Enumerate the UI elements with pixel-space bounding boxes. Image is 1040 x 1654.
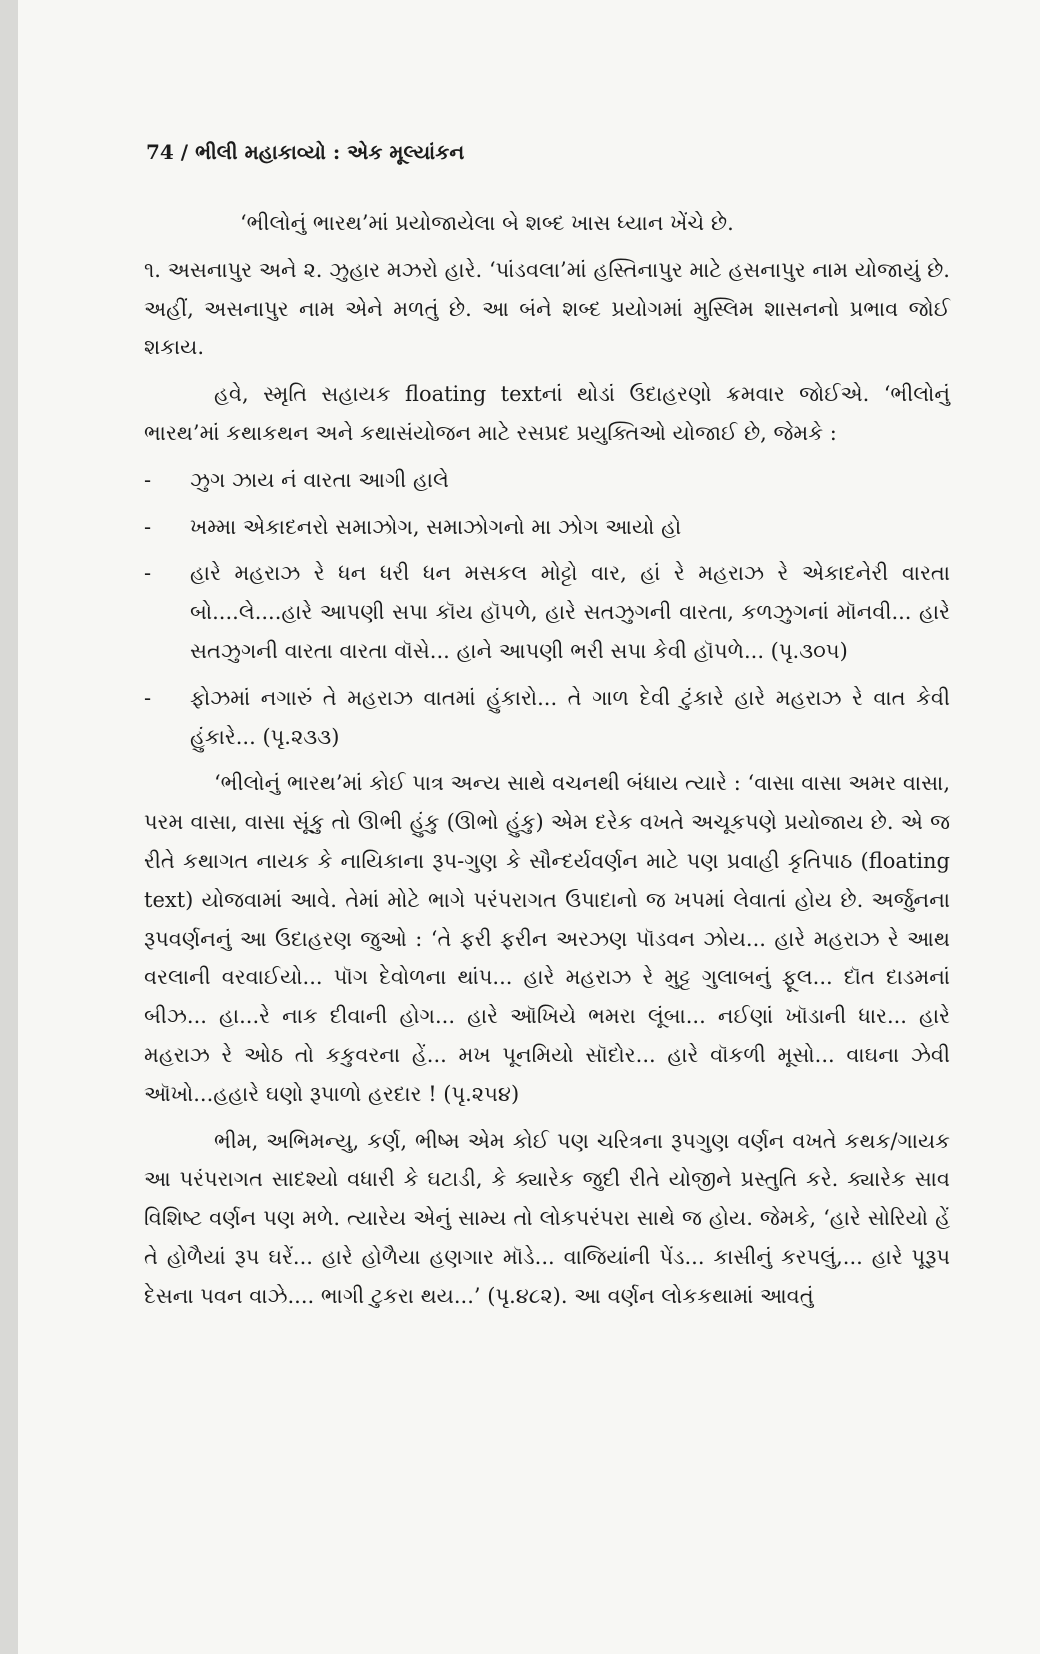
page-body	[144, 204, 950, 1324]
bullet-dash: -	[144, 561, 152, 586]
paragraph-floating-text: હવે, સ્મૃતિ સહાયક floating textનાં થોડાં ઉદાહરણો ક્રમવાર જોઈએ. ‘ભીલોનું ભારથ’માં કથાકથન અને કથાસંયોજન માટે રસપ્રદ પ્રયુક્તિઓ યોજાઈ છે, જેમકે :	[144, 382, 950, 445]
paragraph-words: ૧. અસનાપુર અને ૨. ઝુહાર મઝરો હારે. ‘પાંડવલા’માં હસ્તિનાપુર માટે હસનાપુર નામ યોજાયું છે. અહીં, અસનાપુર નામ એને મળતું છે. આ બંને શબ્દ પ્રયોગમાં મુસ્લિમ શાસનનો પ્રભાવ જોઈ શકાય.	[144, 257, 950, 360]
list-item	[144, 508, 950, 547]
paragraph-vachan: ‘ભીલોનું ભારથ’માં કોઈ પાત્ર અન્ય સાથે વચનથી બંધાય ત્યારે : ‘વાસા વાસા અમર વાસા, પરમ વાસા, વાસા સૂંકુ તો ઊભી હુંકુ (ઊભો હુંકુ) એમ દરેક વખતે અચૂકપણે પ્રયોજાય છે. એ જ રીતે કથાગત નાયક કે નાયિકાના રૂપ-ગુણ કે સૌન્દર્યવર્ણન માટે પણ પ્રવાહી કૃતિપાઠ (floating text) યોજવામાં આવે. તેમાં મોટે ભાગે પરંપરાગત ઉપાદાનો જ ખપમાં લેવાતાં હોય છે. અર્જુનના રૂપવર્ણનનું આ ઉદાહરણ જુઓ : ‘તે ફરી ફરીન અરઝણ પૉડવન ઝોય... હારે મહરાઝ રે આથ વરલાની વરવાઈયો... પૉગ દેવોળના થાંપ... હારે મહરાઝ રે મુટ્ટ ગુલાબનું ફૂલ... દૉત દાડમનાં બીઝ... હા...રે નાક દીવાની હોગ... હારે ઑખિયે ભમરા લૂંબા... નઈણાં ખૉડાની ધાર... હારે મહરાઝ રે ઓઠ તો કકુવરના હેં... મખ પૂનમિયો સૉદોર... હારે વૉકળી મૂસો... વાઘના ઝેવી ઑખો...હહારે ઘણો રૂપાળો હરદાર ! (પૃ.૨૫૪)	[144, 771, 950, 1106]
list-item	[144, 461, 950, 500]
list-item	[144, 679, 950, 757]
list-item-text: ફોઝમાં નગારું તે મહરાઝ વાતમાં હુંકારો... તે ગાળ દેવી ટુંકારે હારે મહરાઝ રે વાત કેવી હુંકારે... (પૃ.૨૩૩)	[190, 685, 950, 749]
list-item-text: ઝુગ ઝાય નં વારતા આગી હાલે	[190, 467, 449, 492]
list-item-text: હારે મહરાઝ રે ધન ધરી ધન મસકલ મોટ્ટો વાર, હાં રે મહરાઝ રે એકાદનેરી વારતા બો....લે....હારે આપણી સપા કૉય હૉપળે, હારે સતઝુગની વારતા, કળઝુગનાં મૉનવી... હારે સતઝુગની વારતા વારતા વૉસે... હાને આપણી ભરી સપા કેવી હૉપળે... (પૃ.૩૦૫)	[190, 561, 950, 663]
bullet-dash: -	[144, 685, 152, 710]
example-list	[144, 461, 950, 757]
bullet-dash: -	[144, 467, 152, 492]
paragraph-intro: ‘ભીલોનું ભારથ’માં પ્રયોજાયેલા બે શબ્દ ખાસ ધ્યાન ખેંચે છે.	[240, 211, 734, 235]
page-header: 74 / ભીલી મહાકાવ્યો : એક મૂલ્યાંકન	[146, 140, 465, 164]
list-item	[144, 554, 950, 670]
scan-left-edge	[0, 0, 18, 1654]
book-page	[18, 0, 1040, 1654]
paragraph-characters: ભીમ, અભિમન્યુ, કર્ણ, ભીષ્મ એમ કોઈ પણ ચરિત્રના રૂપગુણ વર્ણન વખતે કથક/ગાયક આ પરંપરાગત સાદશ્યો વધારી કે ઘટાડી, કે ક્યારેક જુદી રીતે યોજીને પ્રસ્તુતિ કરે. ક્યારેક સાવ વિશિષ્ટ વર્ણન પણ મળે. ત્યારેય એનું સામ્ય તો લોકપરંપરા સાથે જ હોય. જેમકે, ‘હારે સોરિયો હેં તે હોળૈયાં રૂપ ઘરેં... હારે હોળૈયા હણગાર મૉડે... વાજિયાંની પેંડ... કાસીનું કરપલું,... હારે પૂરૂપ દેસના પવન વાઝે.... ભાગી ટુકરા થય...’ (પૃ.૪૮૨). આ વર્ણન લોકકથામાં આવતું	[144, 1128, 950, 1308]
list-item-text: ખમ્મા એકાદનરો સમાઝોગ, સમાઝોગનો મા ઝોગ આયો હો	[190, 514, 682, 539]
bullet-dash: -	[144, 514, 152, 539]
